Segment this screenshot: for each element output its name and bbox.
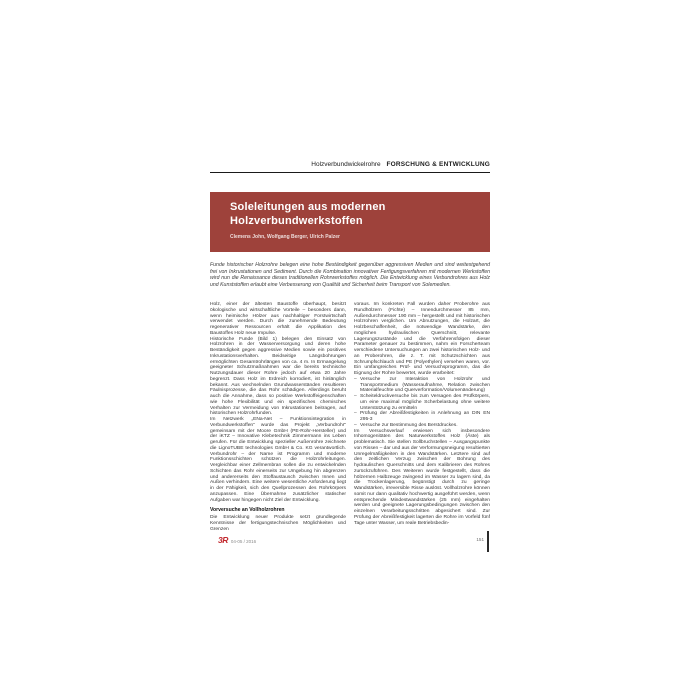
- bullet-dash-icon: –: [354, 411, 357, 417]
- list-item-text: Scheiteldruckversuche bis zum Versagen des Prüfkörpers, um eine maximal mögliche Scherbelastung ohne weitere Unterstützung zu ermitteln: [360, 394, 490, 411]
- bullet-dash-icon: –: [354, 422, 357, 428]
- issue-label: 04-05 / 2016: [230, 539, 257, 544]
- list-item-text: Prüfung der Abreißfestigkeiten in Anlehnung an DIN EN 295-3: [360, 411, 490, 422]
- journal-footer: [218, 536, 256, 545]
- list-item: [354, 411, 490, 423]
- article-abstract: Funde historischer Holzrohre belegen eine hohe Beständigkeit gegenüber aggressiven Medien und sind weitestgehend frei von Inkrustationen und Sediment. Durch die Kombination innovativer Fertigungsverfahren mit modernen Werkstoffen wird nun die Renaissance dieses traditionellen Rohrwerkstoffes möglich. Die Entwicklung eines Verbundrohres aus Holz und Kunststoffen erlaubt eine Verbesserung von Qualität und Sicherheit beim Transport von Solemedien.: [210, 262, 490, 288]
- left-column: [210, 302, 346, 532]
- article-title-line2: Holzverbundwerkstoffen: [230, 214, 363, 227]
- running-header: [210, 161, 490, 168]
- journal-logo-icon: 3R: [218, 535, 228, 545]
- title-banner: [210, 192, 490, 252]
- bullet-dash-icon: –: [354, 376, 357, 382]
- right-paragraph-outro: Im Versuchsverlauf erwiesen sich insbesondere Inhomogenitäten des Naturwerkstoffes Holz (Äste) als problematisch. Sie stellen Sollbruchstellen – Ausgangspunkte von Rissen – dar und aus der Verformungsneigung resultierten Unregelmäßigkeiten in den Wandstärken. Letztere sind auf den zeitlichen Verzug zwischen der Bohrung des hydraulischen Querschnitts und dem Kalibrieren des Rohres zurückzuführen. Des Weiteren wurde festgestellt, dass die hölzernen Halbzeuge zwingend im Wasser zu lagern sind, da die Trockenlagerung, begünstigt durch zu geringe Wandstärken, irreversible Risse auslöst. Vollholzrohre können somit nur dann qualitativ hochwertig ausgeführt werden, wenn entsprechende Mindestwandstärken (25 mm) eingehalten werden und geeignete Lagerungsbedingungen zwischen den einzelnen Verarbeitungsschritten abgesichert sind. Zur Prüfung der Abreißfestigkeit lagerten die Rohre im Vorfeld fünf Tage unter Wasser, um reale Betriebsbedin-: [354, 428, 490, 526]
- header-topic-label: Holzverbundwickelrohre: [311, 161, 381, 168]
- header-section-label: FORSCHUNG & ENTWICKLUNG: [386, 161, 490, 168]
- left-paragraph-4: Die Entwicklung neuer Produkte setzt grundlegende Kenntnisse der fertigungstechnischen Möglichkeiten und Grenzen: [210, 515, 346, 532]
- left-paragraph-1: Holz, einer der ältesten Baustoffe überhaupt, besitzt ökologische und wirtschaftliche Vorteile – besonders dann, wenn heimische Hölzer aus nachhaltiger Forstwirtschaft verwendet werden. Durch die zunehmende Bedeutung regenerativer Ressourcen erhält die Applikation des Baustoffes Holz neue Impulse.: [210, 302, 346, 336]
- left-paragraph-2: Historische Funde (Bild 1) belegen den Einsatz von Holzrohren in der Wasserversorgung und deren hohe Beständigkeit gegen aggressive Medien sowie ein positives Inkrustationsverhalten. Beidseitige Längsbohrungen ermöglichten Gesamtrohrlängen von ca. 4 m. In Ermangelung geeigneter Schutzmaßnahmen war die bereits technische Nutzungsdauer dieser Rohre jedoch auf etwa 20 Jahre begrenzt. Dass Holz im Erdreich korrodiert, ist hinlänglich bekannt. Aus wechselnden Grundwasserständen resultieren Fäulnisprozesse, die das Rohr schädigen. Allerdings beruht auch die Annahme, dass so positive Werkstoffeigenschaften wie hohe Flexibilität und ein spezifisches chemisches Verhalten zur Vermeidung von Inkrustationen beitragen, auf historischen Holzrohrfunden.: [210, 336, 346, 417]
- list-item-text: Versuche zur Interaktion von Holzrohr und Transportmedium (Wasseraufnahme, Relation zwischen Materialfeuchte und Querverformation/Volumenänderung): [360, 376, 490, 394]
- list-item-text: Versuche zur Bestimmung des Berstdruckes.: [360, 422, 458, 428]
- list-item: [354, 423, 490, 429]
- right-paragraph-intro: voraus. Im konkreten Fall wurden daher Proberohre aus Rundhölzern (Fichte) – Innendurchmesser 85 mm, Außendurchmesser 190 mm – hergestellt und mit historischen Holzrohren verglichen. Um Abnutzungen, die Holzart, die Holzbeschaffenheit, die notwendige Wandstärke, den möglichen hydraulischen Querschnitt, relevante Lagerungszustände und die Verfahrensfolgen dieser Parameter genauer zu bestimmen, nahm ein Forscherteam verschiedene Untersuchungen an zwei historischen Holz- und an Proberohren, die z. T. mit Schutzschichten aus Schrumpfschlauch und PE (Polyethylen) versehen waren, vor. Ein umfangreiches Prüf- und Versuchsprogramm, das die Eignung der Rohre bewertet, wurde erarbeitet:: [354, 302, 490, 376]
- article-authors: Clemens John, Wolfgang Berger, Ulrich Palzer: [230, 234, 340, 240]
- page-number-divider: [487, 531, 489, 552]
- list-item: [354, 394, 490, 411]
- page-number: 151: [476, 537, 484, 542]
- bullet-dash-icon: –: [354, 394, 357, 399]
- left-paragraph-3: Im Netzwerk „ENa-Net – Funktionsintegration in Verbundwerkstoffen“ wurde das Projekt „Verbundrohr“ gemeinsam mit der Moore GmbH (PE-Rohr-Hersteller) und der iKTZ – Innovative Klebetechnik Zimmermann ins Leben gerufen. Für die Entwicklung spezieller Außenrohre zeichnete die LignoTUBE technologies GmbH & Co. KG verantwortlich. Verbundrohr – der Name ist Programm und moderne Funktionsschichten schützen die Holzrohrleitungen. Vergleichbar einer Zellmembran sollen die zu entwickelnden Schichten das Rohr einerseits zur Umgebung hin abgrenzen und andererseits den Stoffaustausch zwischen Innen und Außen verhindern. Eine weitere wesentliche Anforderung liegt in der Fähigkeit, sich den Quellprozessen des Rohrkörpers anzupassen. Eine Übernahme zusätzlicher statischer Aufgaben war hingegen nicht Ziel der Entwicklung.: [210, 417, 346, 503]
- article-title-line1: Soleleitungen aus modernen: [230, 201, 386, 213]
- left-subheading: Vorversuche an Vollholzrohren: [210, 507, 285, 514]
- right-column: [354, 302, 490, 526]
- header-rule: [210, 172, 490, 173]
- list-item: [354, 377, 490, 394]
